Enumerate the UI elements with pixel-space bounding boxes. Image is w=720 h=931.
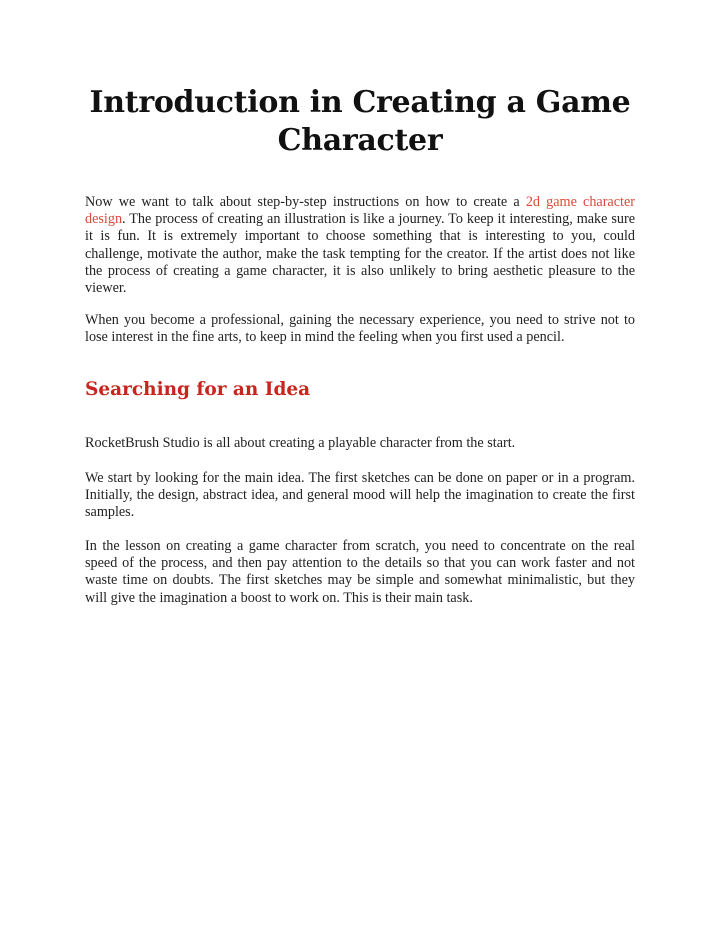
intro-paragraph bbox=[85, 194, 635, 297]
character-design-link[interactable]: 2d game character design bbox=[85, 194, 635, 228]
lesson-paragraph: In the lesson on creating a game character from scratch, you need to concentrate on the real speed of the process, and then pay attention to the details so that you can work faster and not waste time on doubts. The first sketches may be simple and somewhat minimalistic, but they will give the imagination a boost to work on. This is their main task. bbox=[85, 538, 635, 606]
studio-paragraph: RocketBrush Studio is all about creating a playable character from the start. bbox=[85, 435, 516, 451]
intro-text-after-link: . The process of creating an illustration is like a journey. To keep it interesting, make sure it is fun. It is extremely important to choose something that is interesting to you, could challenge, motivate the author, make the task tempting for the creator. If the artist does not like the process of creating a game character, it is also unlikely to bring aesthetic pleasure to the viewer. bbox=[85, 211, 635, 297]
section-heading: Searching for an Idea bbox=[85, 379, 311, 400]
professional-paragraph: When you become a professional, gaining the necessary experience, you need to strive not to lose interest in the fine arts, to keep in mind the feeling when you first used a pencil. bbox=[85, 312, 635, 346]
main-idea-paragraph: We start by looking for the main idea. The first sketches can be done on paper or in a program. Initially, the design, abstract idea, and general mood will help the imagination to create the first samples. bbox=[85, 470, 635, 521]
page-title: Introduction in Creating a Game Character bbox=[89, 85, 631, 158]
intro-text-before-link: Now we want to talk about step-by-step instructions on how to create a bbox=[85, 194, 526, 210]
